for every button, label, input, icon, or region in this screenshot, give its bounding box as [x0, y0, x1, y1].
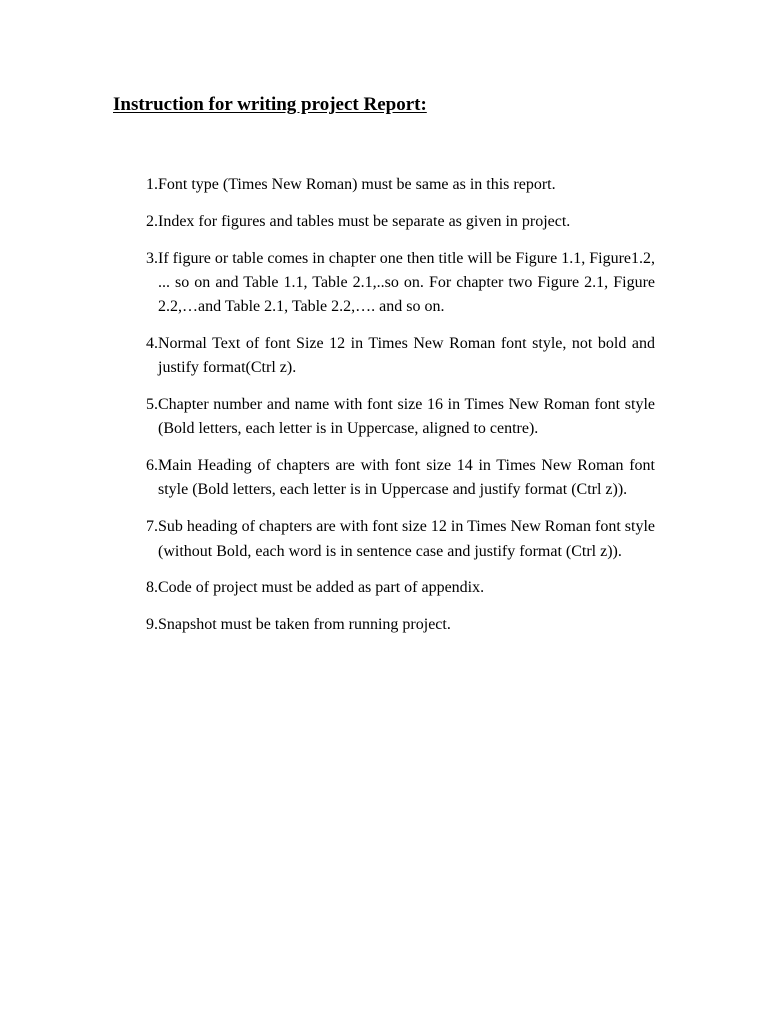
- list-item-number: 1.: [146, 176, 158, 193]
- list-item: [128, 454, 655, 503]
- list-item: [128, 332, 655, 381]
- list-item-text: Main Heading of chapters are with font size 14 in Times New Roman font style (Bold letters, each letter is in Uppercase and justify format (Ctrl z)).: [158, 457, 655, 499]
- list-item-number: 8.: [146, 579, 158, 597]
- list-item-text: Normal Text of font Size 12 in Times New Roman font style, not bold and justify format(Ctrl z).: [158, 334, 655, 377]
- list-item: [128, 210, 655, 234]
- list-item-text: Font type (Times New Roman) must be same as in this report.: [158, 176, 556, 193]
- list-item: [128, 393, 655, 442]
- list-item-text: If figure or table comes in chapter one then title will be Figure 1.1, Figure1.2, ... so on and Table 1.1, Table 2.1,..so on. For chapter two Figure 2.1, Figure 2.2,…and Table 2.1, Table 2.2,…. and so on.: [158, 249, 655, 316]
- list-item-text: Sub heading of chapters are with font size 12 in Times New Roman font style (without Bold, each word is in sentence case and justify format (Ctrl z)).: [158, 518, 655, 560]
- list-item-text: Index for figures and tables must be separate as given in project.: [158, 212, 571, 230]
- list-item-number: 4.: [146, 334, 158, 352]
- list-item: [128, 247, 655, 320]
- document-title: Instruction for writing project Report:: [113, 94, 427, 115]
- list-item: [128, 515, 655, 564]
- list-item-number: 5.: [146, 396, 158, 414]
- list-item-number: 3.: [146, 249, 158, 267]
- list-item-number: 6.: [146, 457, 158, 475]
- instruction-list: [128, 173, 655, 650]
- list-item-text: Chapter number and name with font size 16 in Times New Roman font style (Bold letters, each letter is in Uppercase, aligned to centre).: [158, 396, 655, 438]
- list-item-number: 2.: [146, 212, 158, 230]
- list-item-number: 7.: [146, 518, 158, 536]
- list-item: [128, 173, 655, 197]
- list-item-text: Snapshot must be taken from running project.: [158, 616, 451, 634]
- list-item: [128, 613, 655, 637]
- list-item-text: Code of project must be added as part of appendix.: [158, 579, 485, 597]
- list-item-number: 9.: [146, 616, 158, 634]
- list-item: [128, 576, 655, 600]
